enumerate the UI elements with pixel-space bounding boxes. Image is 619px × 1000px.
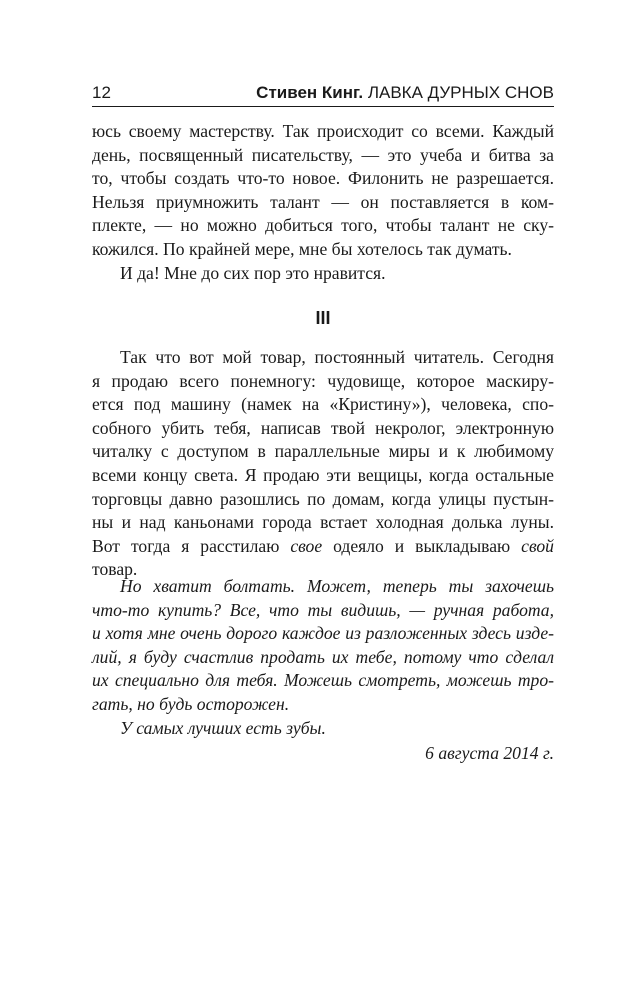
text-line: торговцы давно разошлись по домам, когда улицы пустын- [92, 488, 554, 509]
text-line: всеми концу света. Я продаю эти вещицы, когда остальные [92, 464, 554, 485]
text-line: читалку с доступом в параллельные миры и к любимому [92, 441, 554, 462]
section-heading: III [315, 308, 331, 328]
running-title [256, 83, 554, 103]
page-number: 12 [92, 83, 111, 102]
text-line: юсь своему мастерству. Так происходит со всеми. Каждый [92, 121, 554, 141]
text-line: кожился. По крайней мере, мне бы хотелось так думать. [92, 238, 512, 259]
text-line: собного убить тебя, написав твой некролог, электронную [92, 417, 554, 438]
text-line: гать, но будь осторожен. [92, 693, 290, 714]
italic-paragraph-block [92, 575, 554, 740]
running-header [92, 82, 554, 107]
date-signature: 6 августа 2014 г. [425, 743, 554, 763]
text-line: У самых лучших есть зубы. [120, 717, 326, 738]
text-line: их специально для тебя. Можешь смотреть, можешь тро- [92, 670, 554, 691]
text-segment: одеяло и выкладываю [333, 535, 511, 556]
paragraph-block-1 [92, 120, 554, 285]
paragraph-block-2 [92, 346, 554, 582]
text-line [92, 535, 554, 559]
author-name: Стивен Кинг. [256, 83, 364, 102]
emphasis-text: свое [290, 535, 323, 556]
text-line: и хотя мне очень дорого каждое из разложенных здесь изде- [92, 623, 554, 644]
text-line: Нельзя приумножить талант — он поставляется в ком- [92, 191, 554, 212]
text-line: ны и над каньонами города встает холодная долька луны. [92, 512, 554, 533]
emphasis-text: свой [521, 535, 554, 556]
text-line: И да! Мне до сих пор это нравится. [120, 262, 386, 283]
text-segment: Вот тогда я расстилаю [92, 535, 280, 556]
text-line: день, посвященный писательству, — это учеба и битва за [92, 144, 554, 165]
text-line: я продаю всего понемногу: чудовище, которое маскиру- [92, 370, 554, 391]
text-line: лий, я буду счастлив продать их тебе, потому что сделал [92, 646, 554, 667]
text-line: Но хватит болтать. Может, теперь ты захочешь [120, 576, 554, 596]
text-line: плекте, — но можно добиться того, чтобы талант не ску- [92, 215, 554, 236]
text-line: ется под машину (намек на «Кристину»), человека, спо- [92, 394, 554, 415]
text-line: то, чтобы создать что-то новое. Филонить не разрешается. [92, 168, 554, 189]
book-title: ЛАВКА ДУРНЫХ СНОВ [367, 83, 554, 102]
text-line: товар. [92, 559, 138, 580]
text-line: Так что вот мой товар, постоянный читатель. Сегодня [120, 347, 554, 367]
text-line: что-то купить? Все, что ты видишь, — ручная работа, [92, 599, 554, 620]
